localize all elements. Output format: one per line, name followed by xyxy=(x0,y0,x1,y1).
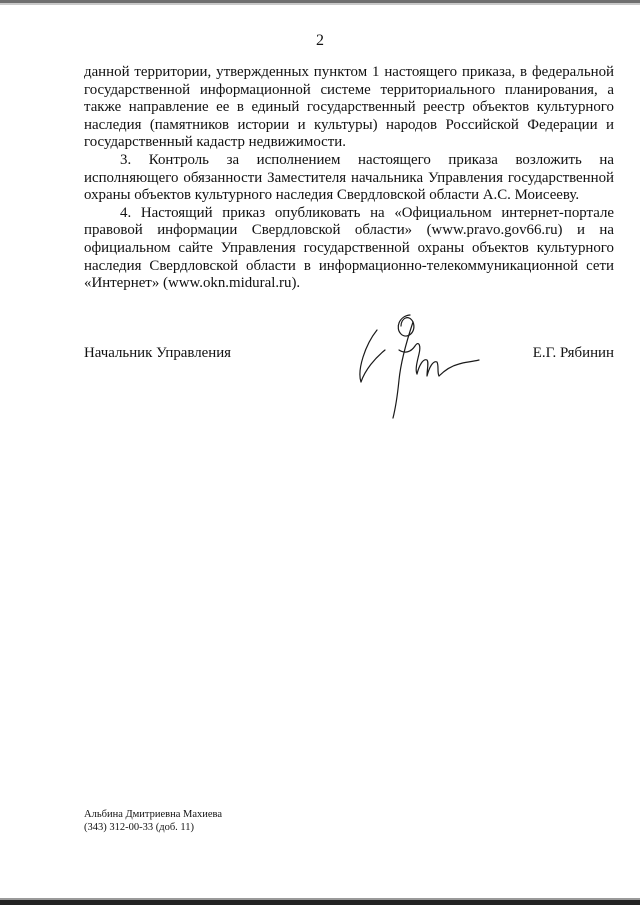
paragraph-3-control: 3. Контроль за исполнением настоящего приказа возложить на исполняющего обязанности Заместителя начальника Управления государственной охраны объектов культурного наследия Свердловской области А.С. Моисееву. xyxy=(84,151,614,204)
signatory-name: Е.Г. Рябинин xyxy=(532,345,614,361)
document-body xyxy=(84,64,614,293)
executor-info xyxy=(84,808,222,834)
paragraph-4-publication: 4. Настоящий приказ опубликовать на «Официальном интернет-портале правовой информации Свердловской области» (www.pravo.gov66.ru) и на официальном сайте Управления государственной охраны объектов культурного наследия Свердловской области в информационно-телекоммуникационной сети «Интернет» (www.okn.midural.ru). xyxy=(84,204,614,292)
handwritten-signature xyxy=(355,310,495,430)
scan-edge-top-shadow xyxy=(0,3,640,5)
executor-name: Альбина Дмитриевна Махиева xyxy=(84,809,223,820)
signatory-title: Начальник Управления xyxy=(84,345,232,361)
scan-edge-bottom xyxy=(0,900,640,905)
executor-phone: (343) 312-00-33 (доб. 11) xyxy=(84,822,195,833)
paragraph-continuation: данной территории, утвержденных пунктом 1 настоящего приказа, в федеральной государственной информационной системе территориального планирования, а также направление ее в единый государственный реестр объектов культурного наследия (памятников истории и культуры) народов Российской Федерации и государственный кадастр недвижимости. xyxy=(84,64,614,151)
page-number: 2 xyxy=(316,32,324,49)
